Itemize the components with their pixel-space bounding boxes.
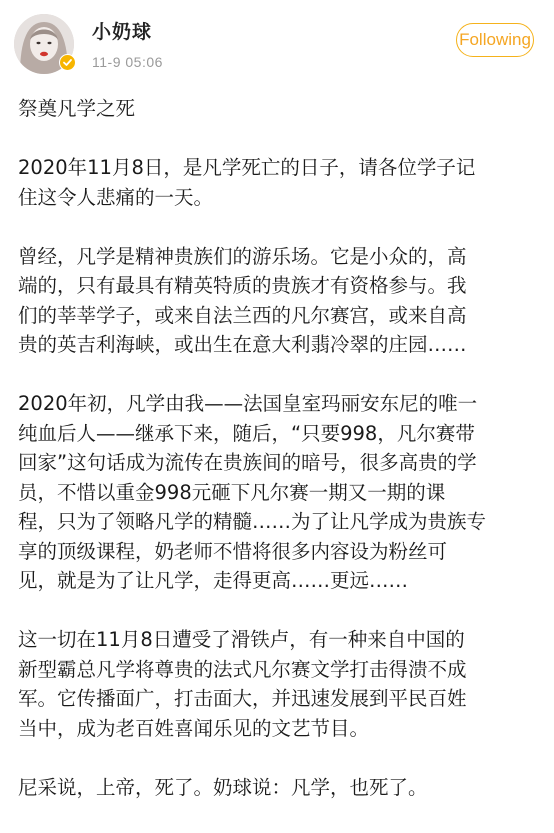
post-text-line: 尼采说，上帝，死了。奶球说：凡学，也死了。 <box>18 775 428 799</box>
post-paragraph <box>18 625 544 743</box>
post-paragraph <box>18 389 544 596</box>
post-text-line: 端的，只有最具有精英特质的贵族才有资格参与。我 <box>18 274 467 297</box>
post-title: 祭奠凡学之死 <box>18 97 136 120</box>
post-text-line: 曾经，凡学是精神贵族们的游乐场。它是小众的，高 <box>18 244 467 268</box>
following-button[interactable]: Following <box>456 23 534 57</box>
post-paragraph <box>18 773 544 803</box>
post-text-line: 员，不惜以重金998元砸下凡尔赛一期又一期的课 <box>18 480 446 504</box>
post-text-line: 住这令人悲痛的一天。 <box>18 185 214 209</box>
post-text-line: 们的莘莘学子，或来自法兰西的凡尔赛宫，或来自高 <box>18 303 467 327</box>
post-text-line: 2020年11月8日，是凡学死亡的日子，请各位学子记 <box>18 156 476 179</box>
verified-badge-icon <box>59 54 76 71</box>
post-text-line: 纯血后人——继承下来，随后，“只要998，凡尔赛带 <box>18 421 475 445</box>
post-text-line: 军。它传播面广，打击面大，并迅速发展到平民百姓 <box>18 687 467 710</box>
post-text-line: 这一切在11月8日遭受了滑铁卢，有一种来自中国的 <box>18 628 465 651</box>
post-paragraph <box>18 242 544 360</box>
post-text-line: 见，就是为了让凡学，走得更高……更远…… <box>18 569 409 592</box>
post-paragraph <box>18 153 544 212</box>
post-text-line: 2020年初，凡学由我——法国皇室玛丽安东尼的唯一 <box>18 392 478 415</box>
post-text-line: 享的顶级课程，奶老师不惜将很多内容设为粉丝可 <box>18 539 448 563</box>
post-text-line: 贵的英吉利海峡，或出生在意大利翡冷翠的庄园…… <box>18 333 467 356</box>
post-header <box>0 0 554 86</box>
post-body <box>18 153 544 832</box>
post-text-line: 新型霸总凡学将尊贵的法式凡尔赛文学打击得溃不成 <box>18 657 467 681</box>
author-name[interactable]: 小奶球 <box>92 21 153 43</box>
post-text-line: 程，只为了领略凡学的精髓……为了让凡学成为贵族专 <box>18 510 487 533</box>
post-text-line: 回家”这句话成为流传在贵族间的暗号，很多高贵的学 <box>18 451 477 474</box>
post-timestamp: 11-9 05:06 <box>92 54 163 70</box>
post-text-line: 当中，成为老百姓喜闻乐见的文艺节目。 <box>18 716 370 740</box>
